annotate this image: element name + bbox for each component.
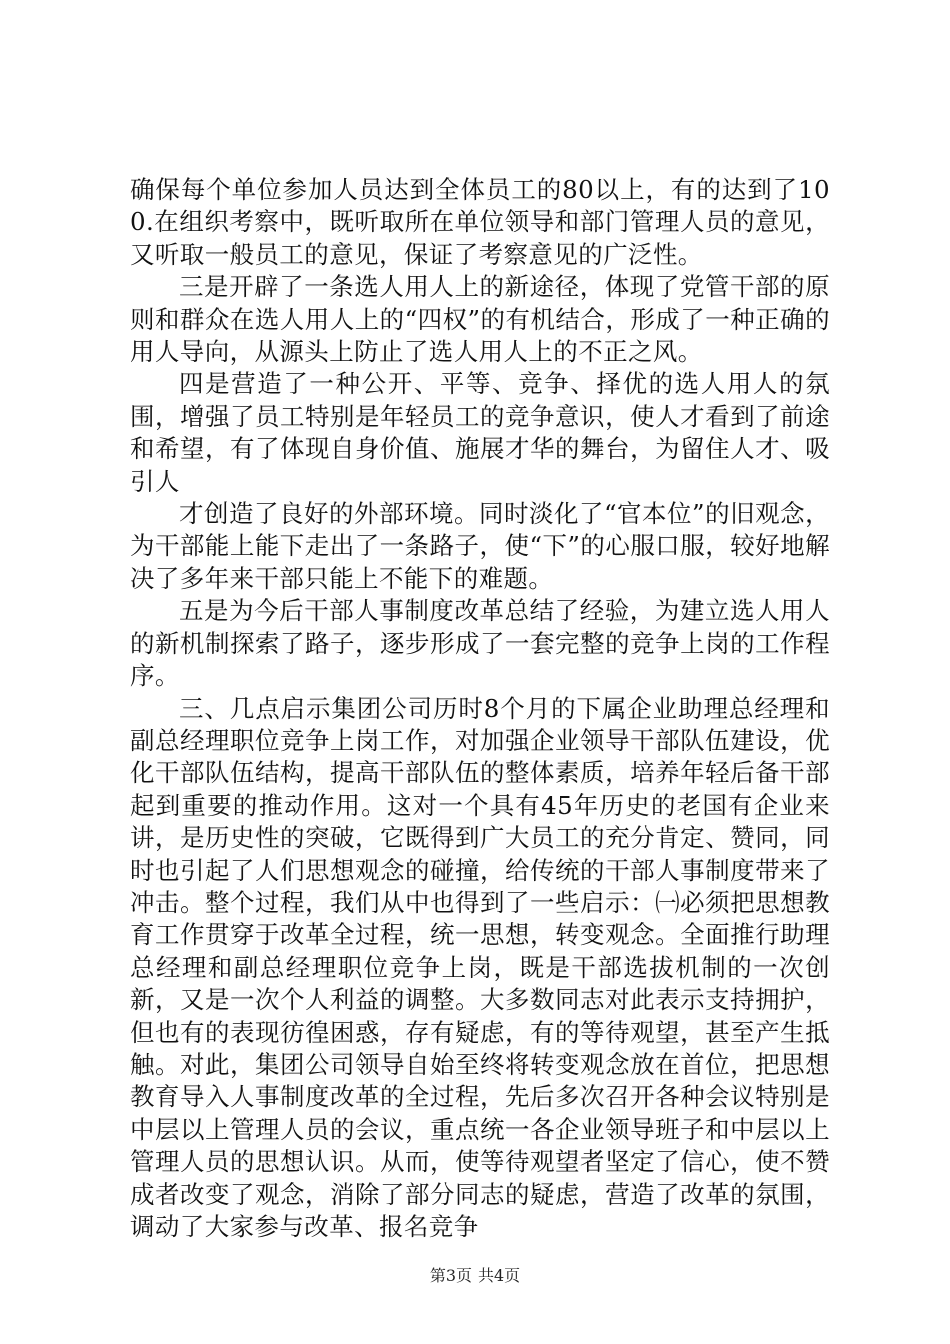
page-footer [0, 1266, 950, 1286]
page-number: 第3页 [429, 1266, 472, 1285]
paragraph: 三、几点启示集团公司历时8个月的下属企业助理总经理和副总经理职位竞争上岗工作，对加强企业领导干部队伍建设，优化干部队伍结构，提高干部队伍的整体素质，培养年轻后备干部起到重要的推动作用。这对一个具有45年历史的老国有企业来讲，是历史性的突破，它既得到广大员工的充分肯定、赞同，同时也引起了人们思想观念的碰撞，给传统的干部人事制度带来了冲击。整个过程，我们从中也得到了一些启示：㈠必须把思想教育工作贯穿于改革全过程，统一思想，转变观念。全面推行助理总经理和副总经理职位竞争上岗，既是干部选拔机制的一次创新，又是一次个人利益的调整。大多数同志对此表示支持拥护，但也有的表现彷徨困惑，存有疑虑，有的等待观望，甚至产生抵触。对此，集团公司领导自始至终将转变观念放在首位，把思想教育导入人事制度改革的全过程，先后多次召开各种会议特别是中层以上管理人员的会议，重点统一各企业领导班子和中层以上管理人员的思想认识。从而，使等待观望者坚定了信心，使不赞成者改变了观念，消除了部分同志的疑虑，营造了改革的氛围，调动了大家参与改革、报名竞争 [130, 693, 830, 1241]
paragraph: 才创造了良好的外部环境。同时淡化了“官本位”的旧观念，为干部能上能下走出了一条路子，使“下”的心服口服，较好地解决了多年来干部只能上不能下的难题。 [130, 499, 830, 593]
paragraph: 确保每个单位参加人员达到全体员工的80以上，有的达到了100.在组织考察中，既听取所在单位领导和部门管理人员的意见，又听取一般员工的意见，保证了考察意见的广泛性。 [130, 175, 830, 269]
paragraph: 三是开辟了一条选人用人上的新途径，体现了党管干部的原则和群众在选人用人上的“四权”的有机结合，形成了一种正确的用人导向，从源头上防止了选人用人上的不正之风。 [130, 272, 830, 367]
paragraph: 四是营造了一种公开、平等、竞争、择优的选人用人的氛围，增强了员工特别是年轻员工的竞争意识，使人才看到了前途和希望，有了体现自身价值、施展才华的舞台，为留住人才、吸引人 [130, 369, 830, 496]
paragraph: 五是为今后干部人事制度改革总结了经验，为建立选人用人的新机制探索了路子，逐步形成了一套完整的竞争上岗的工作程序。 [130, 596, 830, 691]
page-total: 共4页 [478, 1266, 521, 1285]
document-body [130, 174, 830, 1243]
